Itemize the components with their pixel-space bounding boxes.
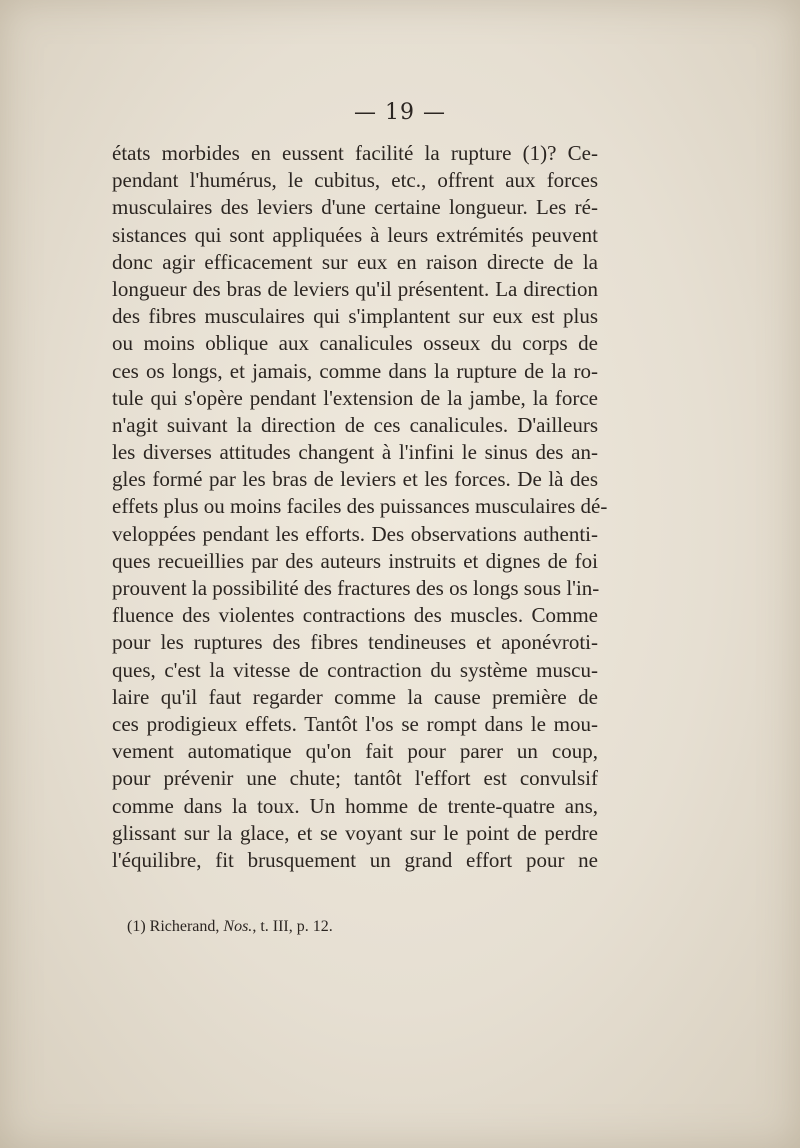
text-line: veloppées pendant les efforts. Des observations authenti- [112,521,598,546]
footnote [127,918,333,936]
text-line: laire qu'il faut regarder comme la cause première de [112,684,598,709]
text-line: fluence des violentes contractions des muscles. Comme [112,603,598,628]
text-line: ces prodigieux effets. Tantôt l'os se rompt dans le mou- [112,711,598,736]
text-line: pendant l'humérus, le cubitus, etc., offrent aux forces [112,168,598,193]
text-line: tule qui s'opère pendant l'extension de la jambe, la force [112,385,598,410]
text-line: l'équilibre, fit brusquement un grand effort pour ne [112,847,598,872]
text-line: pour prévenir une chute; tantôt l'effort est convulsif [112,766,598,791]
footnote-marker: (1) [127,918,146,935]
footnote-work-title: Nos. [223,918,253,935]
footnote-reference: , t. III, p. 12. [252,918,333,935]
text-line: effets plus ou moins faciles des puissances musculaires dé- [112,494,608,519]
text-line: gles formé par les bras de leviers et les forces. De là des [112,467,598,492]
text-line: n'agit suivant la direction de ces canalicules. D'ailleurs [112,412,598,437]
text-line: ques, c'est la vitesse de contraction du système muscu- [112,657,598,682]
text-line: ces os longs, et jamais, comme dans la rupture de la ro- [112,358,598,383]
text-line: comme dans la toux. Un homme de trente-quatre ans, [112,793,598,818]
text-line: des fibres musculaires qui s'implantent sur eux est plus [112,304,598,329]
page-number: — 19 — [354,100,446,125]
text-line: états morbides en eussent facilité la rupture (1)? Ce- [112,141,598,165]
text-line: prouvent la possibilité des fractures des os longs sous l'in- [112,576,600,600]
text-line: musculaires des leviers d'une certaine longueur. Les ré- [112,195,598,220]
text-line: sistances qui sont appliquées à leurs extrémités peuvent [112,222,598,247]
text-line: ou moins oblique aux canalicules osseux du corps de [112,331,598,356]
text-line: ques recueillies par des auteurs instruits et dignes de foi [112,548,598,573]
footnote-author: Richerand, [149,918,220,935]
text-line: les diverses attitudes changent à l'infini le sinus des an- [112,440,598,465]
body-text [112,140,608,874]
text-line: pour les ruptures des fibres tendineuses et aponévroti- [112,630,598,655]
text-line: donc agir efficacement sur eux en raison directe de la [112,249,598,274]
text-line: longueur des bras de leviers qu'il présentent. La direction [112,276,598,301]
text-line: vement automatique qu'on fait pour parer un coup, [112,739,598,764]
text-line: glissant sur la glace, et se voyant sur le point de perdre [112,820,598,845]
